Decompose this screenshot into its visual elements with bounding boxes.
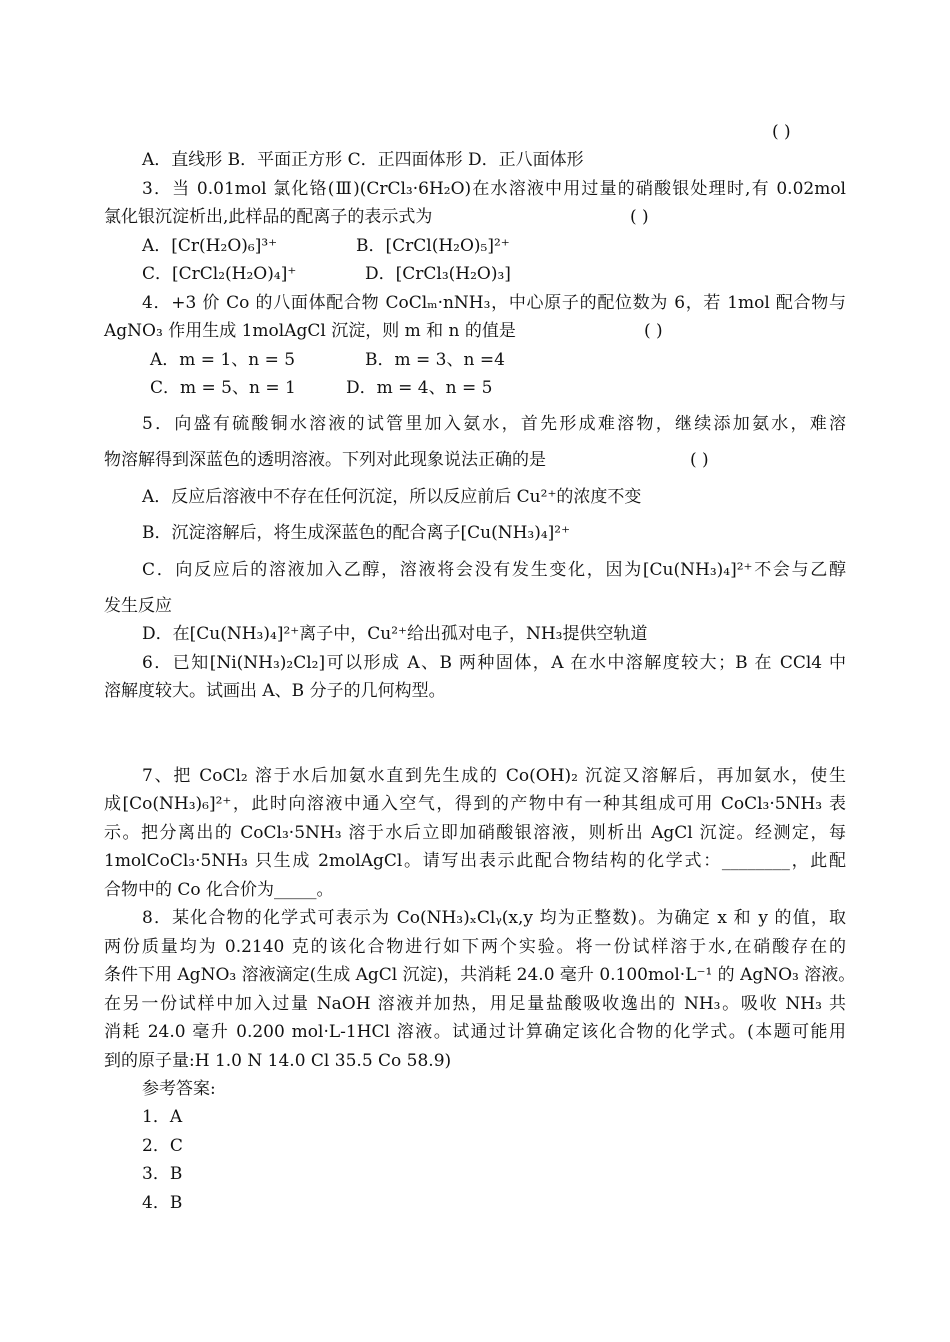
q8-stem-line4: 在另一份试样中加入过量 NaOH 溶液并加热，用足量盐酸吸收逸出的 NH₃。吸收 NH₃ 共 bbox=[104, 994, 846, 1014]
q5-answer-paren: ( ) bbox=[690, 450, 709, 470]
q3-option-d: D．[CrCl₃(H₂O)₃] bbox=[365, 264, 511, 284]
q5-stem-line2: 物溶解得到深蓝色的透明溶液。下列对此现象说法正确的是 bbox=[104, 450, 546, 470]
q4-option-d: D．m = 4、n = 5 bbox=[346, 378, 493, 398]
q3-stem-line1: 3．当 0.01mol 氯化铬(Ⅲ)(CrCl₃·6H₂O)在水溶液中用过量的硝酸银处理时,有 0.02mol bbox=[142, 179, 846, 199]
q5-option-a: A．反应后溶液中不存在任何沉淀，所以反应前后 Cu²⁺的浓度不变 bbox=[142, 487, 642, 507]
q5-option-c-line2: 发生反应 bbox=[104, 596, 172, 616]
q4-stem-line2: AgNO₃ 作用生成 1molAgCl 沉淀，则 m 和 n 的值是 bbox=[104, 321, 516, 341]
q8-stem-line3: 条件下用 AgNO₃ 溶液滴定(生成 AgCl 沉淀)，共消耗 24.0 毫升 0.100mol·L⁻¹ 的 AgNO₃ 溶液。 bbox=[104, 965, 856, 985]
answers-heading: 参考答案: bbox=[142, 1079, 216, 1099]
q7-stem-line2: 成[Co(NH₃)₆]²⁺，此时向溶液中通入空气，得到的产物中有一种其组成可用 CoCl₃·5NH₃ 表 bbox=[104, 794, 846, 814]
answer-item: 4．B bbox=[142, 1193, 183, 1213]
q7-stem-line4: 1molCoCl₃·5NH₃ 只生成 2molAgCl。请写出表示此配合物结构的化学式：________，此配 bbox=[104, 851, 846, 871]
q3-option-c: C．[CrCl₂(H₂O)₄]⁺ bbox=[142, 264, 297, 284]
q8-stem-line5: 消耗 24.0 毫升 0.200 mol·L-1HCl 溶液。试通过计算确定该化合物的化学式。(本题可能用 bbox=[104, 1022, 846, 1042]
q5-stem-line1: 5．向盛有硫酸铜水溶液的试管里加入氨水，首先形成难溶物，继续添加氨水，难溶 bbox=[142, 414, 846, 434]
q4-option-a: A．m = 1、n = 5 bbox=[150, 350, 296, 370]
q6-stem-line2: 溶解度较大。试画出 A、B 分子的几何构型。 bbox=[104, 681, 446, 701]
q8-stem-line1: 8．某化合物的化学式可表示为 Co(NH₃)ₓClᵧ(x,y 均为正整数)。为确定 x 和 y 的值，取 bbox=[142, 908, 846, 928]
q7-stem-line3: 示。把分离出的 CoCl₃·5NH₃ 溶于水后立即加硝酸银溶液，则析出 AgCl 沉淀。经测定，每 bbox=[104, 823, 846, 843]
q6-stem-line1: 6．已知[Ni(NH₃)₂Cl₂]可以形成 A、B 两种固体，A 在水中溶解度较大；B 在 CCl4 中 bbox=[142, 653, 846, 673]
q4-option-b: B．m = 3、n =4 bbox=[365, 350, 505, 370]
q5-option-c-line1: C．向反应后的溶液加入乙醇，溶液将会没有发生变化，因为[Cu(NH₃)₄]²⁺不会与乙醇 bbox=[142, 560, 846, 580]
q4-stem-line1: 4．+3 价 Co 的八面体配合物 CoClₘ·nNH₃，中心原子的配位数为 6，若 1mol 配合物与 bbox=[142, 293, 846, 313]
q8-stem-line6: 到的原子量:H 1.0 N 14.0 Cl 35.5 Co 58.9) bbox=[104, 1051, 452, 1071]
answer-item: 1．A bbox=[142, 1107, 183, 1127]
q5-option-b: B．沉淀溶解后，将生成深蓝色的配合离子[Cu(NH₃)₄]²⁺ bbox=[142, 523, 571, 543]
q4-answer-paren: ( ) bbox=[644, 321, 663, 341]
q8-stem-line2: 两份质量均为 0.2140 克的该化合物进行如下两个实验。将一份试样溶于水,在硝酸存在的 bbox=[104, 937, 846, 957]
q3-stem-line2: 氯化银沉淀析出,此样品的配离子的表示式为 bbox=[104, 207, 433, 227]
q2-answer-paren: ( ) bbox=[772, 122, 791, 142]
q7-stem-line5: 合物中的 Co 化合价为_____。 bbox=[104, 880, 334, 900]
q3-answer-paren: ( ) bbox=[630, 207, 649, 227]
q7-stem-line1: 7、把 CoCl₂ 溶于水后加氨水直到先生成的 Co(OH)₂ 沉淀又溶解后，再加氨水，使生 bbox=[142, 766, 846, 786]
q3-option-b: B．[CrCl(H₂O)₅]²⁺ bbox=[356, 236, 510, 256]
answer-item: 2．C bbox=[142, 1136, 183, 1156]
answer-item: 3．B bbox=[142, 1164, 183, 1184]
q3-option-a: A．[Cr(H₂O)₆]³⁺ bbox=[142, 236, 278, 256]
q5-option-d: D．在[Cu(NH₃)₄]²⁺离子中，Cu²⁺给出孤对电子，NH₃提供空轨道 bbox=[142, 624, 648, 644]
q4-option-c: C．m = 5、n = 1 bbox=[150, 378, 296, 398]
q2-options: A．直线形 B．平面正方形 C．正四面体形 D．正八面体形 bbox=[142, 150, 584, 170]
